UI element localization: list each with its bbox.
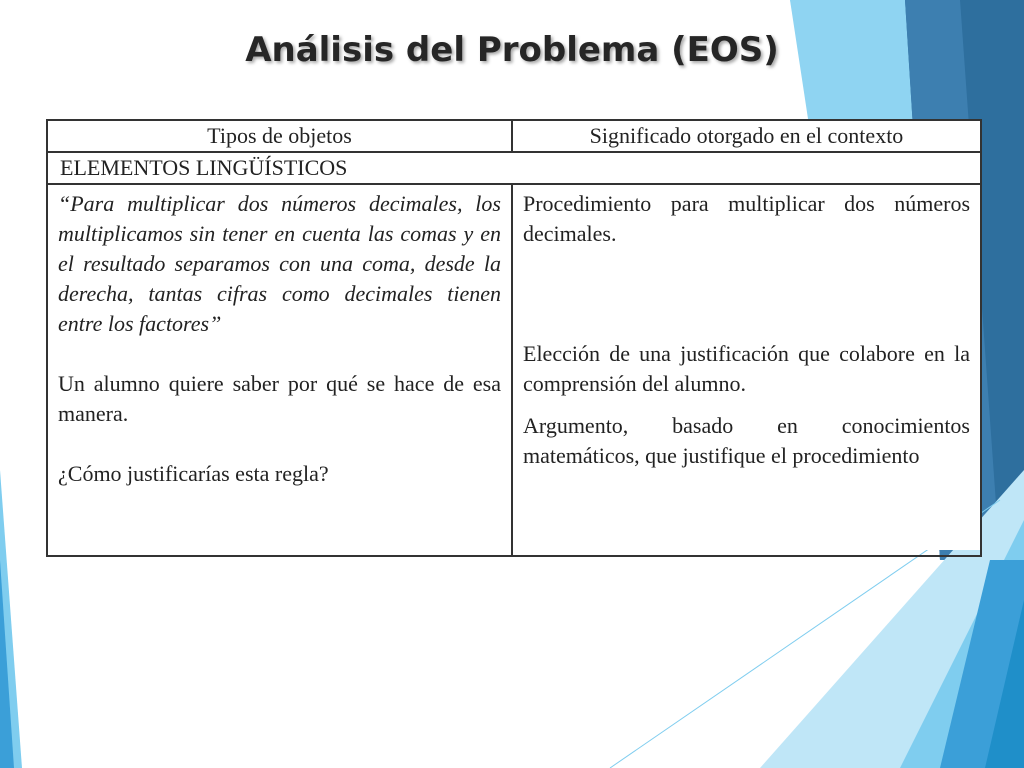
section-row <box>47 152 981 184</box>
slide-title: Análisis del Problema (EOS) <box>245 30 779 70</box>
header-meaning-in-context: Significado otorgado en el contexto <box>512 120 981 152</box>
section-linguistic-elements: ELEMENTOS LINGÜÍSTICOS <box>47 152 981 184</box>
table-body-row <box>47 184 981 556</box>
left-cell <box>47 184 512 556</box>
rule-quote: “Para multiplicar dos números decimales, los multiplicamos sin tener en cuenta las comas y en el resultado separamos con una coma, desde la derecha, tantas cifras como decimales tienen entre los factores” <box>58 191 501 336</box>
choice-meaning: Elección de una justificación que colabore en la comprensión del alumno. <box>523 341 970 396</box>
eos-analysis-table <box>46 119 980 550</box>
justification-question: ¿Cómo justificarías esta regla? <box>58 461 329 486</box>
analysis-table <box>46 119 982 557</box>
student-statement: Un alumno quiere saber por qué se hace de esa manera. <box>58 371 501 426</box>
argument-meaning: Argumento, basado en conocimientos matemáticos, que justifique el procedimiento <box>523 413 970 468</box>
header-object-types: Tipos de objetos <box>47 120 512 152</box>
right-cell <box>512 184 981 556</box>
table-header-row <box>47 120 981 152</box>
procedure-meaning: Procedimiento para multiplicar dos números decimales. <box>523 191 970 246</box>
